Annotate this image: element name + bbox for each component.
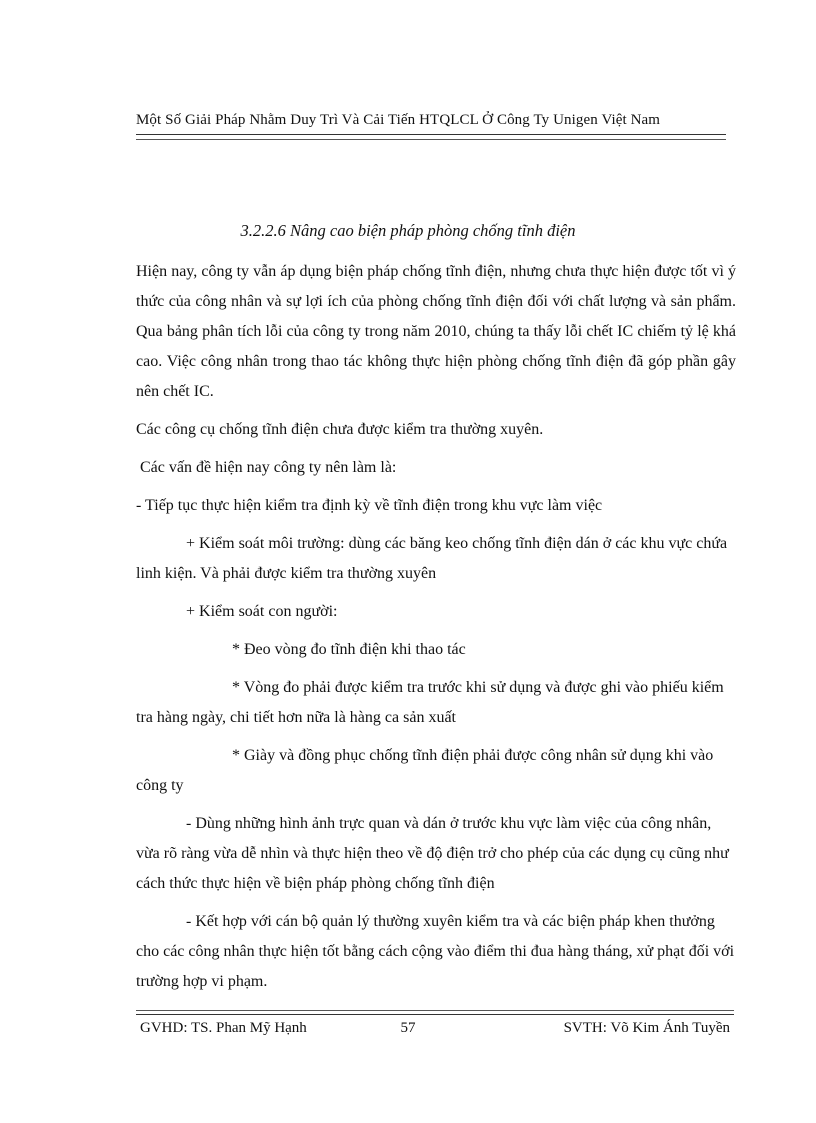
section-title: 3.2.2.6 Nâng cao biện pháp phòng chống tĩnh điện <box>240 221 576 240</box>
paragraph-tools: Các công cụ chống tĩnh điện chưa được kiểm tra thường xuyên. <box>136 421 544 438</box>
list-item-visual-aids: - Dùng những hình ảnh trực quan và dán ở trước khu vực làm việc của công nhân, vừa rõ ràng vừa dễ nhìn và thực hiện theo về độ điện trở cho phép của các dụng cụ cũng như cách thức thực hiện về biện pháp phòng chống tĩnh điện <box>136 815 729 892</box>
list-item-environment-control: + Kiểm soát môi trường: dùng các băng keo chống tĩnh điện dán ở các khu vực chứa linh kiện. Và phải được kiểm tra thường xuyên <box>136 535 728 582</box>
list-item-periodic-check: - Tiếp tục thực hiện kiểm tra định kỳ về tĩnh điện trong khu vực làm việc <box>136 497 603 514</box>
list-item-strap-check: * Vòng đo phải được kiểm tra trước khi sử dụng và được ghi vào phiếu kiểm tra hàng ngày, chi tiết hơn nữa là hàng ca sản xuất <box>136 679 724 726</box>
footer-rule-lower <box>136 1014 734 1015</box>
header-rule-upper <box>136 134 726 135</box>
paragraph-issues-lead: Các vấn đề hiện nay công ty nên làm là: <box>140 459 397 476</box>
list-item-wrist-strap: * Đeo vòng đo tĩnh điện khi thao tác <box>232 641 466 658</box>
footer-student: SVTH: Võ Kim Ánh Tuyền <box>563 1020 730 1036</box>
header-rule-lower <box>136 139 726 140</box>
footer-rule-upper <box>136 1010 734 1011</box>
list-item-rewards: - Kết hợp với cán bộ quản lý thường xuyên kiểm tra và các biện pháp khen thưởng cho các công nhân thực hiện tốt bằng cách cộng vào điểm thi đua hàng tháng, xử phạt đối với trường hợp vi phạm. <box>136 913 735 990</box>
header-title: Một Số Giải Pháp Nhằm Duy Trì Và Cải Tiến HTQLCL Ở Công Ty Unigen Việt Nam <box>136 112 661 128</box>
paragraph-intro: Hiện nay, công ty vẫn áp dụng biện pháp chống tĩnh điện, nhưng chưa thực hiện được tốt vì ý thức của công nhân và sự lợi ích của phòng chống tĩnh điện đối với chất lượng và sản phẩm. Qua bảng phân tích lỗi của công ty trong năm 2010, chúng ta thấy lỗi chết IC chiếm tỷ lệ khá cao. Việc công nhân trong thao tác không thực hiện phòng chống tĩnh điện đã góp phần gây nên chết IC. <box>136 263 736 400</box>
footer-advisor: GVHD: TS. Phan Mỹ Hạnh <box>140 1020 307 1036</box>
footer-page-number: 57 <box>400 1020 416 1036</box>
list-item-shoes-uniform: * Giày và đồng phục chống tĩnh điện phải được công nhân sử dụng khi vào công ty <box>136 747 714 794</box>
body-text <box>136 257 736 997</box>
list-item-people-control: + Kiểm soát con người: <box>186 603 338 620</box>
